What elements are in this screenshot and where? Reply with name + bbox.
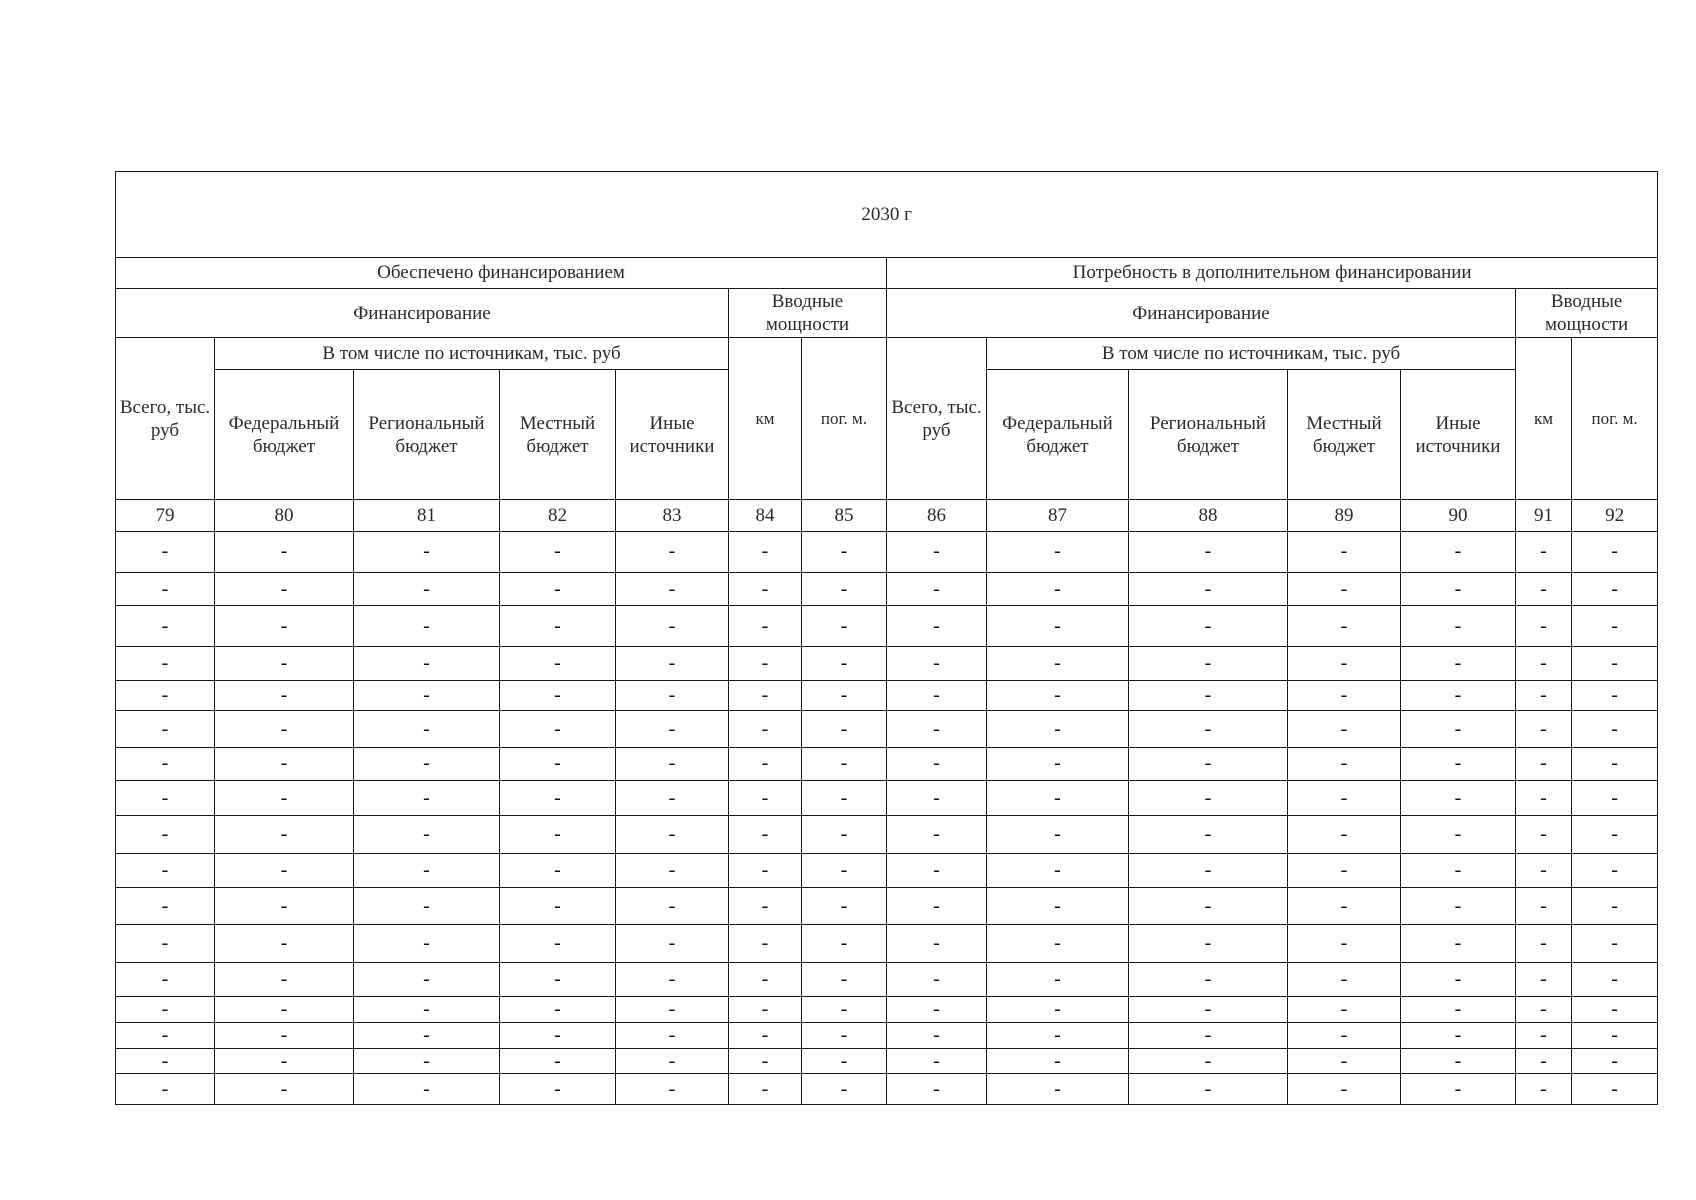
table-cell: - bbox=[1572, 1048, 1658, 1073]
table-cell: - bbox=[887, 1074, 987, 1105]
table-row bbox=[116, 816, 1658, 854]
table-cell: - bbox=[215, 887, 354, 925]
table-cell: - bbox=[729, 996, 802, 1023]
table-cell: - bbox=[354, 606, 500, 647]
table-cell: - bbox=[802, 996, 887, 1023]
table-cell: - bbox=[1288, 925, 1401, 963]
table-cell: - bbox=[500, 887, 616, 925]
table-cell: - bbox=[887, 925, 987, 963]
by-sources-header-left: В том числе по источникам, тыс. руб bbox=[215, 338, 729, 370]
table-cell: - bbox=[1401, 854, 1516, 888]
table-cell: - bbox=[1129, 996, 1288, 1023]
table-row bbox=[116, 572, 1658, 606]
column-number: 88 bbox=[1129, 500, 1288, 532]
table-cell: - bbox=[802, 748, 887, 781]
table-cell: - bbox=[1129, 606, 1288, 647]
table-cell: - bbox=[1129, 887, 1288, 925]
table-cell: - bbox=[354, 531, 500, 572]
table-cell: - bbox=[500, 748, 616, 781]
table-cell: - bbox=[802, 816, 887, 854]
table-cell: - bbox=[500, 816, 616, 854]
table-cell: - bbox=[987, 1023, 1129, 1048]
table-row bbox=[116, 711, 1658, 748]
table-cell: - bbox=[354, 1023, 500, 1048]
table-cell: - bbox=[887, 531, 987, 572]
table-cell: - bbox=[1288, 816, 1401, 854]
table-cell: - bbox=[1516, 854, 1572, 888]
table-cell: - bbox=[1516, 680, 1572, 711]
table-cell: - bbox=[616, 996, 729, 1023]
table-cell: - bbox=[887, 854, 987, 888]
table-cell: - bbox=[1572, 647, 1658, 681]
table-cell: - bbox=[729, 780, 802, 816]
table-cell: - bbox=[616, 854, 729, 888]
financing-header-right: Финансирование bbox=[887, 289, 1516, 338]
table-cell: - bbox=[500, 572, 616, 606]
table-cell: - bbox=[116, 711, 215, 748]
table-cell: - bbox=[116, 748, 215, 781]
table-cell: - bbox=[215, 647, 354, 681]
col-other-right: Иные источники bbox=[1401, 369, 1516, 500]
table-cell: - bbox=[500, 680, 616, 711]
table-cell: - bbox=[116, 606, 215, 647]
table-cell: - bbox=[802, 854, 887, 888]
table-cell: - bbox=[1401, 531, 1516, 572]
table-cell: - bbox=[354, 854, 500, 888]
column-number: 81 bbox=[354, 500, 500, 532]
table-row bbox=[116, 887, 1658, 925]
table-cell: - bbox=[500, 647, 616, 681]
table-cell: - bbox=[987, 647, 1129, 681]
table-cell: - bbox=[1572, 854, 1658, 888]
table-cell: - bbox=[1401, 1074, 1516, 1105]
table-cell: - bbox=[616, 680, 729, 711]
table-cell: - bbox=[1401, 680, 1516, 711]
table-cell: - bbox=[1288, 887, 1401, 925]
column-number: 89 bbox=[1288, 500, 1401, 532]
table-cell: - bbox=[1288, 606, 1401, 647]
table-cell: - bbox=[116, 780, 215, 816]
table-cell: - bbox=[1516, 996, 1572, 1023]
table-cell: - bbox=[1516, 925, 1572, 963]
table-cell: - bbox=[354, 1074, 500, 1105]
table-cell: - bbox=[1401, 711, 1516, 748]
table-cell: - bbox=[616, 887, 729, 925]
table-cell: - bbox=[1288, 854, 1401, 888]
table-cell: - bbox=[987, 531, 1129, 572]
table-cell: - bbox=[354, 780, 500, 816]
table-cell: - bbox=[116, 963, 215, 997]
table-cell: - bbox=[1516, 963, 1572, 997]
table-cell: - bbox=[802, 1074, 887, 1105]
table-cell: - bbox=[1572, 925, 1658, 963]
table-cell: - bbox=[802, 925, 887, 963]
col-federal-left: Федеральный бюджет bbox=[215, 369, 354, 500]
table-cell: - bbox=[987, 780, 1129, 816]
input-capacity-header-left: Вводные мощности bbox=[729, 289, 887, 338]
table-cell: - bbox=[116, 1074, 215, 1105]
input-capacity-header-right: Вводные мощности bbox=[1516, 289, 1658, 338]
table-cell: - bbox=[1516, 1023, 1572, 1048]
table-cell: - bbox=[354, 996, 500, 1023]
table-row bbox=[116, 531, 1658, 572]
table-cell: - bbox=[729, 606, 802, 647]
table-cell: - bbox=[802, 780, 887, 816]
table-cell: - bbox=[1401, 816, 1516, 854]
table-cell: - bbox=[1516, 748, 1572, 781]
table-cell: - bbox=[616, 925, 729, 963]
table-cell: - bbox=[616, 1023, 729, 1048]
table-cell: - bbox=[1516, 887, 1572, 925]
table-cell: - bbox=[354, 963, 500, 997]
table-cell: - bbox=[616, 748, 729, 781]
table-cell: - bbox=[215, 816, 354, 854]
column-number: 85 bbox=[802, 500, 887, 532]
column-number: 79 bbox=[116, 500, 215, 532]
table-cell: - bbox=[987, 816, 1129, 854]
table-cell: - bbox=[500, 1048, 616, 1073]
table-cell: - bbox=[354, 816, 500, 854]
table-cell: - bbox=[1401, 572, 1516, 606]
table-cell: - bbox=[1572, 531, 1658, 572]
table-row bbox=[116, 1048, 1658, 1073]
table-cell: - bbox=[729, 963, 802, 997]
table-cell: - bbox=[354, 1048, 500, 1073]
table-cell: - bbox=[616, 1074, 729, 1105]
table-cell: - bbox=[802, 887, 887, 925]
table-cell: - bbox=[1401, 748, 1516, 781]
table-cell: - bbox=[616, 1048, 729, 1073]
table-cell: - bbox=[1129, 780, 1288, 816]
table-cell: - bbox=[1288, 531, 1401, 572]
table-cell: - bbox=[1516, 647, 1572, 681]
column-number: 92 bbox=[1572, 500, 1658, 532]
table-cell: - bbox=[1129, 531, 1288, 572]
table-cell: - bbox=[215, 1074, 354, 1105]
table-cell: - bbox=[1572, 963, 1658, 997]
table-cell: - bbox=[116, 1048, 215, 1073]
table-cell: - bbox=[987, 854, 1129, 888]
col-local-right: Местный бюджет bbox=[1288, 369, 1401, 500]
table-cell: - bbox=[887, 647, 987, 681]
table-cell: - bbox=[354, 680, 500, 711]
table-cell: - bbox=[616, 816, 729, 854]
table-cell: - bbox=[729, 1074, 802, 1105]
table-cell: - bbox=[1288, 996, 1401, 1023]
table-cell: - bbox=[987, 680, 1129, 711]
table-cell: - bbox=[1129, 647, 1288, 681]
col-km-right: км bbox=[1516, 338, 1572, 500]
table-cell: - bbox=[215, 1023, 354, 1048]
table-cell: - bbox=[215, 711, 354, 748]
table-cell: - bbox=[616, 780, 729, 816]
table-cell: - bbox=[1516, 711, 1572, 748]
table-cell: - bbox=[215, 780, 354, 816]
table-cell: - bbox=[500, 780, 616, 816]
table-cell: - bbox=[1129, 1074, 1288, 1105]
table-cell: - bbox=[802, 711, 887, 748]
table-cell: - bbox=[500, 1023, 616, 1048]
table-cell: - bbox=[1401, 647, 1516, 681]
table-cell: - bbox=[215, 606, 354, 647]
table-cell: - bbox=[354, 647, 500, 681]
table-cell: - bbox=[215, 680, 354, 711]
table-cell: - bbox=[729, 1048, 802, 1073]
table-cell: - bbox=[500, 996, 616, 1023]
table-cell: - bbox=[729, 531, 802, 572]
column-number: 80 bbox=[215, 500, 354, 532]
table-cell: - bbox=[1572, 816, 1658, 854]
table-cell: - bbox=[1516, 1048, 1572, 1073]
table-cell: - bbox=[1288, 1074, 1401, 1105]
table-cell: - bbox=[987, 996, 1129, 1023]
table-cell: - bbox=[1129, 925, 1288, 963]
table-cell: - bbox=[1129, 572, 1288, 606]
table-cell: - bbox=[729, 816, 802, 854]
table-row bbox=[116, 748, 1658, 781]
table-cell: - bbox=[116, 816, 215, 854]
column-number: 91 bbox=[1516, 500, 1572, 532]
table-cell: - bbox=[215, 748, 354, 781]
table-cell: - bbox=[1572, 1074, 1658, 1105]
col-regional-right: Региональный бюджет bbox=[1129, 369, 1288, 500]
table-cell: - bbox=[1572, 1023, 1658, 1048]
table-cell: - bbox=[116, 925, 215, 963]
table-cell: - bbox=[1288, 647, 1401, 681]
col-total-right: Всего, тыс. руб bbox=[887, 338, 987, 500]
table-cell: - bbox=[887, 816, 987, 854]
col-pog-m-right: пог. м. bbox=[1572, 338, 1658, 500]
group-additional-need-header: Потребность в дополнительном финансировании bbox=[887, 257, 1658, 289]
table-cell: - bbox=[987, 711, 1129, 748]
table-cell: - bbox=[887, 748, 987, 781]
col-local-left: Местный бюджет bbox=[500, 369, 616, 500]
table-cell: - bbox=[802, 531, 887, 572]
table-cell: - bbox=[987, 572, 1129, 606]
table-cell: - bbox=[1401, 780, 1516, 816]
table-cell: - bbox=[1401, 925, 1516, 963]
table-cell: - bbox=[215, 854, 354, 888]
table-cell: - bbox=[802, 606, 887, 647]
table-cell: - bbox=[1129, 1023, 1288, 1048]
table-cell: - bbox=[887, 606, 987, 647]
table-cell: - bbox=[354, 748, 500, 781]
table-cell: - bbox=[802, 963, 887, 997]
table-cell: - bbox=[729, 647, 802, 681]
table-cell: - bbox=[215, 963, 354, 997]
table-cell: - bbox=[1129, 816, 1288, 854]
table-cell: - bbox=[729, 925, 802, 963]
table-cell: - bbox=[1401, 887, 1516, 925]
table-cell: - bbox=[116, 647, 215, 681]
table-cell: - bbox=[1288, 572, 1401, 606]
by-sources-header-right: В том числе по источникам, тыс. руб bbox=[987, 338, 1516, 370]
table-cell: - bbox=[1288, 1023, 1401, 1048]
table-cell: - bbox=[116, 1023, 215, 1048]
table-row bbox=[116, 606, 1658, 647]
table-cell: - bbox=[887, 780, 987, 816]
table-cell: - bbox=[1516, 780, 1572, 816]
table-cell: - bbox=[887, 887, 987, 925]
table-cell: - bbox=[1401, 1048, 1516, 1073]
table-cell: - bbox=[1516, 1074, 1572, 1105]
table-cell: - bbox=[1572, 711, 1658, 748]
financing-table bbox=[115, 171, 1658, 1105]
table-cell: - bbox=[354, 711, 500, 748]
table-cell: - bbox=[500, 606, 616, 647]
table-cell: - bbox=[1401, 963, 1516, 997]
col-regional-left: Региональный бюджет bbox=[354, 369, 500, 500]
table-cell: - bbox=[616, 531, 729, 572]
table-cell: - bbox=[987, 925, 1129, 963]
year-title: 2030 г bbox=[116, 172, 1658, 258]
table-cell: - bbox=[500, 1074, 616, 1105]
column-number: 87 bbox=[987, 500, 1129, 532]
column-number: 90 bbox=[1401, 500, 1516, 532]
table-cell: - bbox=[215, 572, 354, 606]
table-cell: - bbox=[1572, 680, 1658, 711]
group-funded-header: Обеспечено финансированием bbox=[116, 257, 887, 289]
table-cell: - bbox=[1288, 711, 1401, 748]
table-cell: - bbox=[616, 711, 729, 748]
table-cell: - bbox=[887, 680, 987, 711]
table-cell: - bbox=[987, 1074, 1129, 1105]
table-cell: - bbox=[116, 572, 215, 606]
table-cell: - bbox=[1516, 572, 1572, 606]
table-cell: - bbox=[729, 572, 802, 606]
table-row bbox=[116, 647, 1658, 681]
table-cell: - bbox=[887, 1048, 987, 1073]
column-number: 84 bbox=[729, 500, 802, 532]
table-cell: - bbox=[1401, 996, 1516, 1023]
table-row bbox=[116, 854, 1658, 888]
table-cell: - bbox=[1288, 748, 1401, 781]
table-cell: - bbox=[987, 1048, 1129, 1073]
table-cell: - bbox=[500, 711, 616, 748]
table-cell: - bbox=[116, 680, 215, 711]
table-cell: - bbox=[215, 1048, 354, 1073]
column-number: 82 bbox=[500, 500, 616, 532]
column-number-row bbox=[116, 500, 1658, 532]
table-cell: - bbox=[116, 996, 215, 1023]
col-other-left: Иные источники bbox=[616, 369, 729, 500]
table-cell: - bbox=[887, 996, 987, 1023]
table-cell: - bbox=[729, 887, 802, 925]
table-cell: - bbox=[1129, 854, 1288, 888]
table-cell: - bbox=[1288, 780, 1401, 816]
table-cell: - bbox=[887, 711, 987, 748]
table-cell: - bbox=[1288, 963, 1401, 997]
table-cell: - bbox=[1288, 1048, 1401, 1073]
table-row bbox=[116, 996, 1658, 1023]
table-cell: - bbox=[116, 531, 215, 572]
table-cell: - bbox=[1572, 606, 1658, 647]
table-cell: - bbox=[354, 572, 500, 606]
table-cell: - bbox=[802, 1023, 887, 1048]
table-cell: - bbox=[616, 963, 729, 997]
col-km-left: км bbox=[729, 338, 802, 500]
table-cell: - bbox=[1516, 531, 1572, 572]
table-cell: - bbox=[354, 925, 500, 963]
table-cell: - bbox=[887, 572, 987, 606]
financing-header-left: Финансирование bbox=[116, 289, 729, 338]
table-cell: - bbox=[987, 887, 1129, 925]
table-cell: - bbox=[116, 887, 215, 925]
table-cell: - bbox=[729, 711, 802, 748]
table-cell: - bbox=[1572, 748, 1658, 781]
table-cell: - bbox=[1129, 1048, 1288, 1073]
table-cell: - bbox=[616, 647, 729, 681]
table-cell: - bbox=[1401, 1023, 1516, 1048]
table-cell: - bbox=[729, 854, 802, 888]
col-pog-m-left: пог. м. bbox=[802, 338, 887, 500]
table-cell: - bbox=[1129, 680, 1288, 711]
column-number: 86 bbox=[887, 500, 987, 532]
table-cell: - bbox=[500, 925, 616, 963]
table-cell: - bbox=[1516, 606, 1572, 647]
table-cell: - bbox=[215, 925, 354, 963]
table-cell: - bbox=[887, 963, 987, 997]
table-cell: - bbox=[1129, 748, 1288, 781]
table-cell: - bbox=[500, 963, 616, 997]
table-cell: - bbox=[1572, 887, 1658, 925]
table-cell: - bbox=[215, 531, 354, 572]
table-cell: - bbox=[616, 572, 729, 606]
table-cell: - bbox=[616, 606, 729, 647]
table-row bbox=[116, 925, 1658, 963]
table-cell: - bbox=[729, 1023, 802, 1048]
table-cell: - bbox=[802, 647, 887, 681]
table-row bbox=[116, 780, 1658, 816]
table-cell: - bbox=[802, 1048, 887, 1073]
table-row bbox=[116, 1074, 1658, 1105]
table-cell: - bbox=[116, 854, 215, 888]
table-cell: - bbox=[987, 606, 1129, 647]
table-cell: - bbox=[1572, 572, 1658, 606]
table-cell: - bbox=[1129, 711, 1288, 748]
table-cell: - bbox=[729, 680, 802, 711]
table-cell: - bbox=[354, 887, 500, 925]
table-cell: - bbox=[802, 572, 887, 606]
table-cell: - bbox=[987, 748, 1129, 781]
table-cell: - bbox=[215, 996, 354, 1023]
table-cell: - bbox=[1288, 680, 1401, 711]
table-cell: - bbox=[729, 748, 802, 781]
table-cell: - bbox=[1572, 780, 1658, 816]
column-number: 83 bbox=[616, 500, 729, 532]
table-cell: - bbox=[1572, 996, 1658, 1023]
col-total-left: Всего, тыс. руб bbox=[116, 338, 215, 500]
table-cell: - bbox=[1516, 816, 1572, 854]
table-cell: - bbox=[987, 963, 1129, 997]
table-cell: - bbox=[500, 854, 616, 888]
col-federal-right: Федеральный бюджет bbox=[987, 369, 1129, 500]
table-row bbox=[116, 963, 1658, 997]
table-cell: - bbox=[500, 531, 616, 572]
table-cell: - bbox=[1401, 606, 1516, 647]
table-row bbox=[116, 680, 1658, 711]
table-row bbox=[116, 1023, 1658, 1048]
table-cell: - bbox=[802, 680, 887, 711]
table-cell: - bbox=[887, 1023, 987, 1048]
table-cell: - bbox=[1129, 963, 1288, 997]
